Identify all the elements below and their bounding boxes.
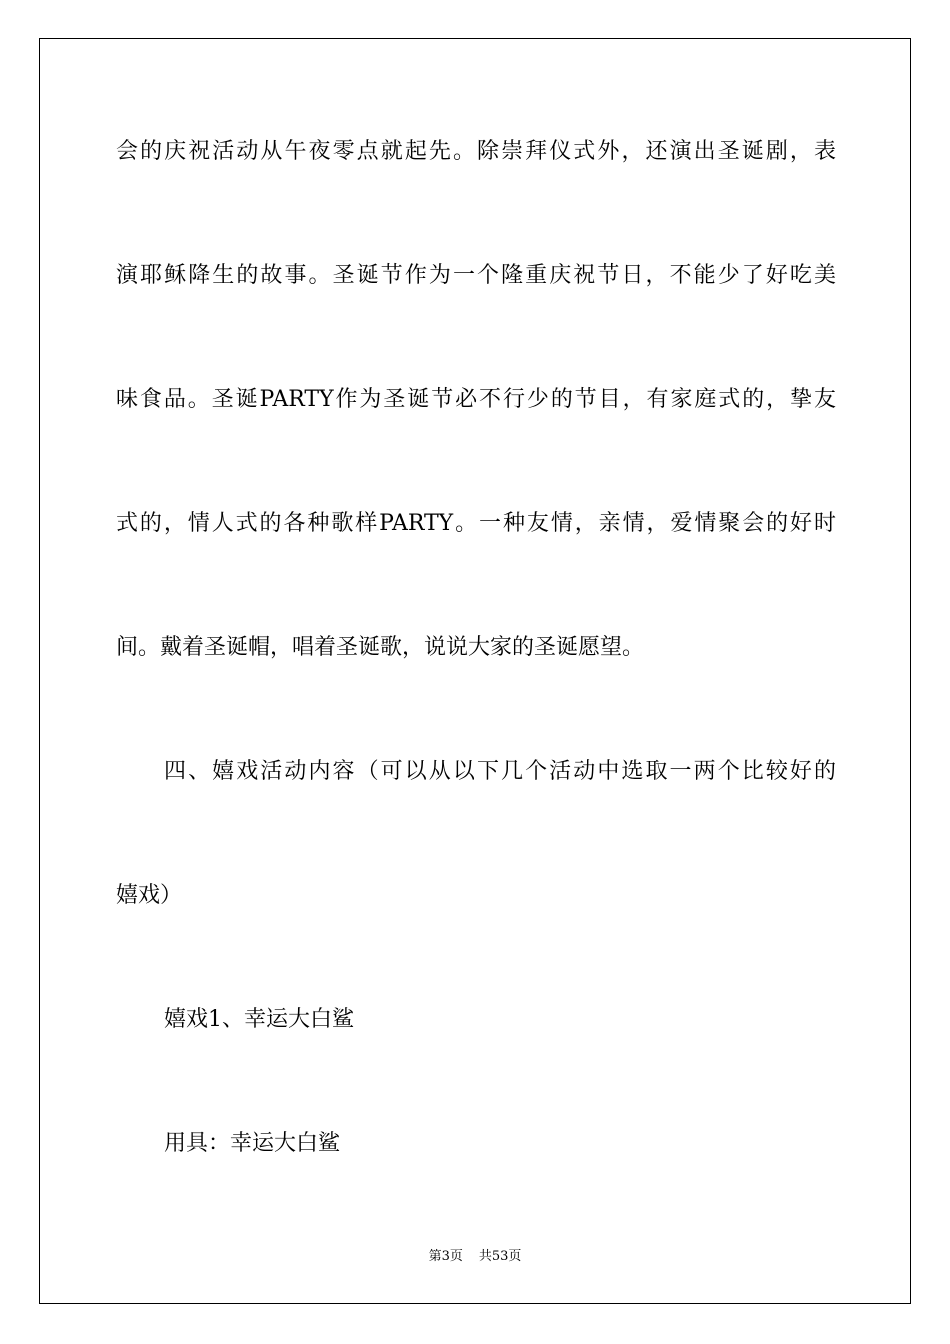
page-total: 共53页	[478, 1249, 522, 1264]
page-border	[39, 38, 911, 1304]
game-title: 嬉戏1、幸运大白鲨	[164, 1007, 354, 1032]
body-text-line-5: 间。戴着圣诞帽，唱着圣诞歌，说说大家的圣诞愿望。	[116, 635, 645, 660]
section-heading: 四、嬉戏活动内容（可以从以下几个活动中选取一两个比较好的	[164, 759, 836, 784]
body-text-line-2: 演耶稣降生的故事。圣诞节作为一个隆重庆祝节日，不能少了好吃美	[116, 263, 836, 288]
body-text-line-1: 会的庆祝活动从午夜零点就起先。除崇拜仪式外，还演出圣诞剧，表	[116, 139, 836, 164]
page-footer	[0, 1248, 950, 1266]
body-text-line-3: 味食品。圣诞PARTY作为圣诞节必不行少的节目，有家庭式的，挚友	[116, 387, 836, 412]
body-text-line-4: 式的，情人式的各种歌样PARTY。一种友情，亲情，爱情聚会的好时	[116, 511, 836, 536]
page-number: 第3页	[428, 1249, 463, 1264]
section-heading-continuation: 嬉戏）	[116, 883, 183, 908]
game-equipment: 用具：幸运大白鲨	[164, 1131, 341, 1156]
